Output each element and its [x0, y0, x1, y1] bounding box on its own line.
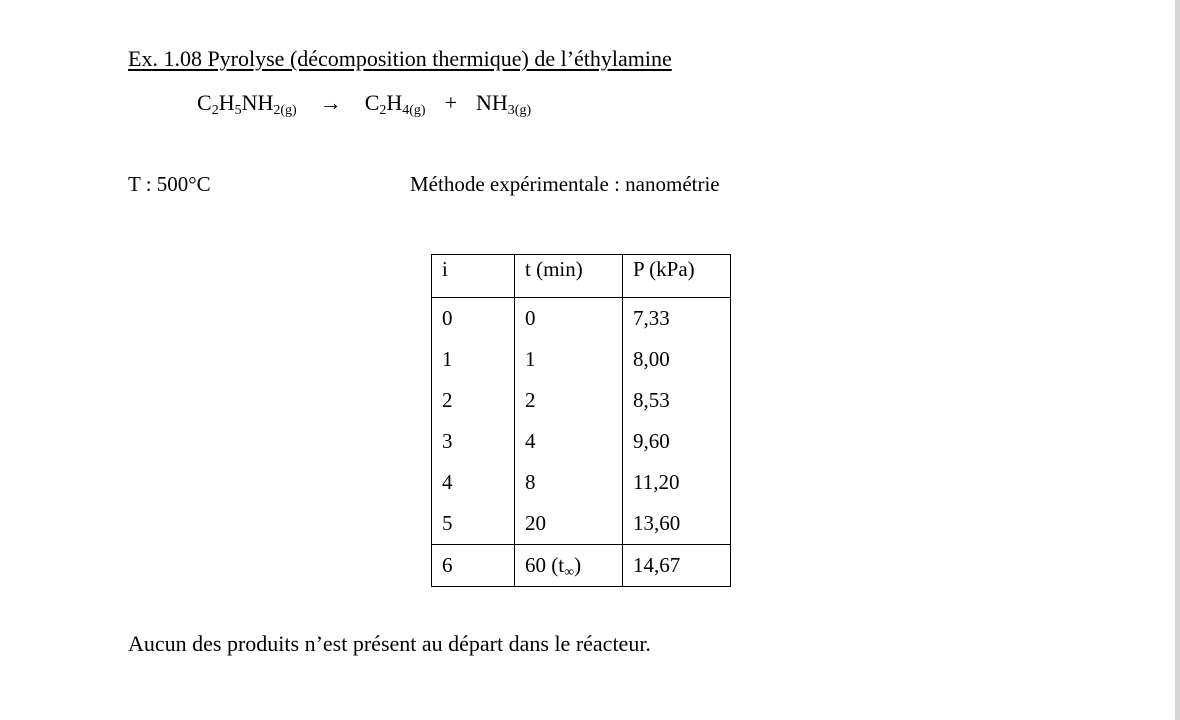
cell-i: 1 [432, 339, 515, 380]
cell-i: 5 [432, 503, 515, 545]
reactant-sub: 2(g) [273, 103, 297, 118]
page-edge [1175, 0, 1180, 720]
reactant-part: H [218, 90, 235, 115]
product1-sub: 4(g) [402, 103, 426, 118]
cell-p: 9,60 [623, 421, 731, 462]
product1-part: H [386, 90, 403, 115]
exercise-title: Ex. 1.08 Pyrolyse (décomposition thermique) de l’éthylamine [128, 46, 672, 71]
cell-i: 6 [432, 545, 515, 587]
cell-p: 14,67 [623, 545, 731, 587]
table-row [432, 298, 731, 340]
product2-sub: 3(g) [507, 103, 532, 118]
product1-formula [364, 90, 426, 118]
cell-t: 4 [515, 421, 623, 462]
cell-t [515, 545, 623, 587]
cell-i: 0 [432, 298, 515, 340]
reactant-part: C [197, 90, 212, 115]
cell-t-main: 60 (t [525, 553, 565, 577]
cell-p: 8,53 [623, 380, 731, 421]
plus-sign: + [444, 90, 458, 115]
cell-t: 0 [515, 298, 623, 340]
cell-p: 7,33 [623, 298, 731, 340]
reactant-sub: 5 [234, 103, 242, 118]
header-p: P (kPa) [623, 255, 731, 298]
cell-t: 2 [515, 380, 623, 421]
reactant-part: NH [241, 90, 274, 115]
product1-sub: 2 [379, 103, 387, 118]
cell-p: 8,00 [623, 339, 731, 380]
cell-t: 20 [515, 503, 623, 545]
table-row-final [432, 545, 731, 587]
cell-t: 1 [515, 339, 623, 380]
cell-i: 2 [432, 380, 515, 421]
reactant-formula [197, 90, 297, 118]
header-t: t (min) [515, 255, 623, 298]
product1-part: C [364, 90, 380, 115]
temperature-label: T : 500°C [128, 172, 211, 196]
cell-p: 13,60 [623, 503, 731, 545]
cell-t-close: ) [574, 553, 582, 577]
table-row [432, 462, 731, 503]
infinity-subscript: ∞ [564, 565, 575, 580]
header-i: i [432, 255, 515, 298]
table-row [432, 503, 731, 545]
cell-t: 8 [515, 462, 623, 503]
product2-part: NH [476, 90, 508, 115]
cell-i: 3 [432, 421, 515, 462]
reaction-equation [197, 90, 531, 116]
reaction-arrow: → [319, 90, 342, 115]
table-header-row [432, 255, 731, 298]
table-row [432, 421, 731, 462]
pressure-table [431, 254, 731, 587]
table-row [432, 339, 731, 380]
product2-formula [476, 90, 532, 118]
table-row [432, 380, 731, 421]
footnote-text: Aucun des produits n’est présent au départ dans le réacteur. [128, 631, 651, 656]
cell-i: 4 [432, 462, 515, 503]
cell-p: 11,20 [623, 462, 731, 503]
reactant-sub: 2 [211, 103, 219, 118]
method-label: Méthode expérimentale : nanométrie [410, 172, 720, 196]
